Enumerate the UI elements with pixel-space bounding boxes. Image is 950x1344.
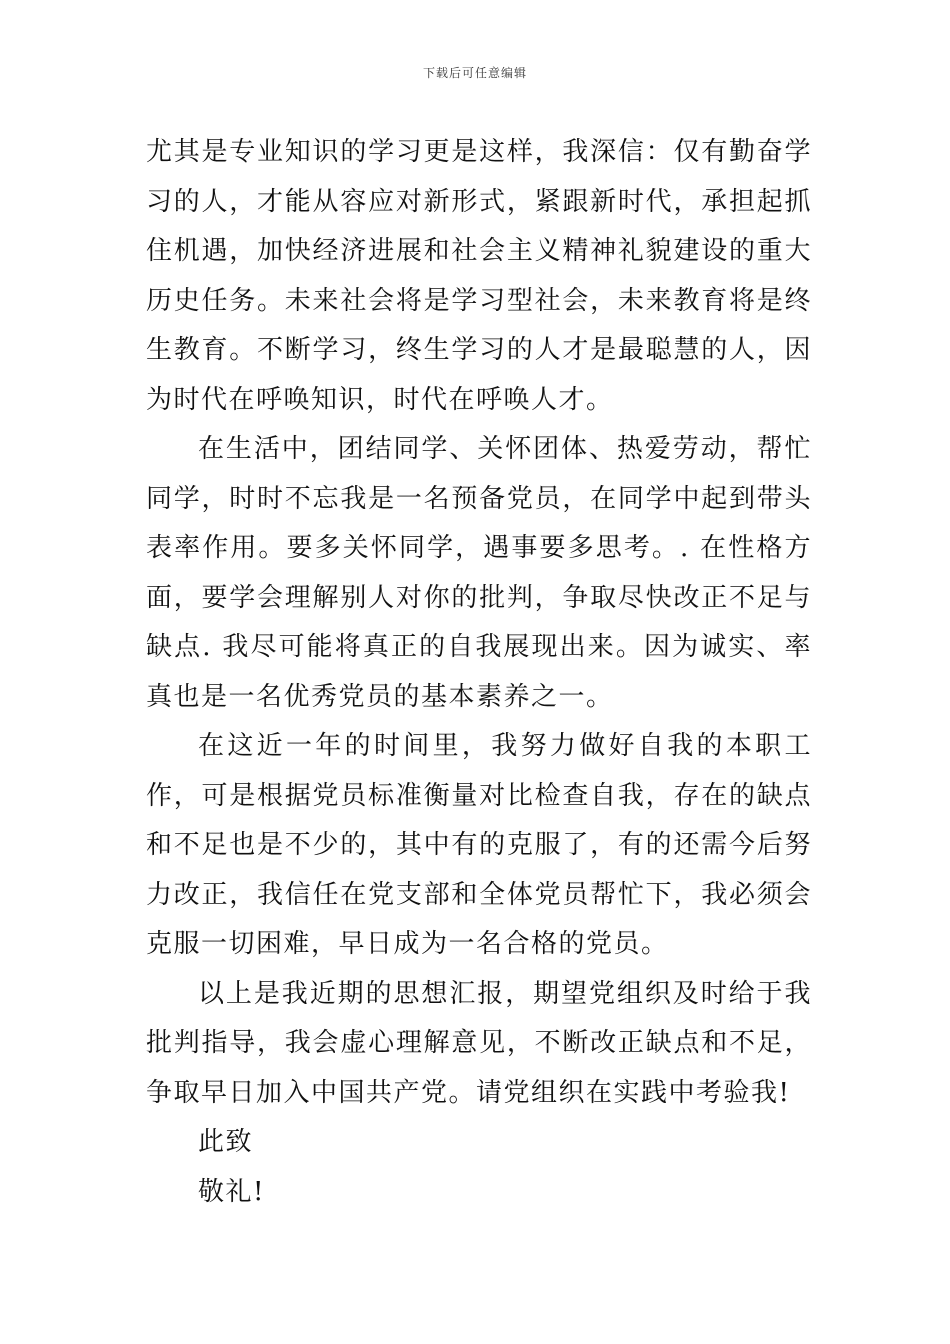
page-header: 下载后可任意编辑 xyxy=(422,66,527,80)
paragraph-conclusion: 以上是我近期的思想汇报，期望党组织及时给于我批判指导，我会虚心理解意见，不断改正缺点和不足，争取早日加入中国共产党。请党组织在实践中考验我! xyxy=(146,978,812,1108)
document-body xyxy=(146,128,812,1217)
paragraph-life: 在生活中，团结同学、关怀团体、热爱劳动，帮忙同学，时时不忘我是一名预备党员，在同学中起到带头表率作用。要多关怀同学，遇事要多思考。. 在性格方面，要学会理解别人对你的批判，争取尽快改正不足与缺点. 我尽可能将真正的自我展现出来。因为诚实、率真也是一名优秀党员的基本素养之一。 xyxy=(146,434,812,712)
paragraph-continued: 尤其是专业知识的学习更是这样，我深信：仅有勤奋学习的人，才能从容应对新形式，紧跟新时代，承担起抓住机遇，加快经济进展和社会主义精神礼貌建设的重大历史任务。未来社会将是学习型社会，未来教育将是终生教育。不断学习，终生学习的人才是最聪慧的人，因为时代在呼唤知识，时代在呼唤人才。 xyxy=(146,137,812,415)
closing-greeting: 此致 xyxy=(198,1127,254,1157)
closing-salute: 敬礼! xyxy=(198,1176,265,1207)
paragraph-self-review: 在这近一年的时间里，我努力做好自我的本职工作，可是根据党员标准衡量对比检查自我，存在的缺点和不足也是不少的，其中有的克服了，有的还需今后努力改正，我信任在党支部和全体党员帮忙下，我必须会克服一切困难，早日成为一名合格的党员。 xyxy=(146,731,812,959)
